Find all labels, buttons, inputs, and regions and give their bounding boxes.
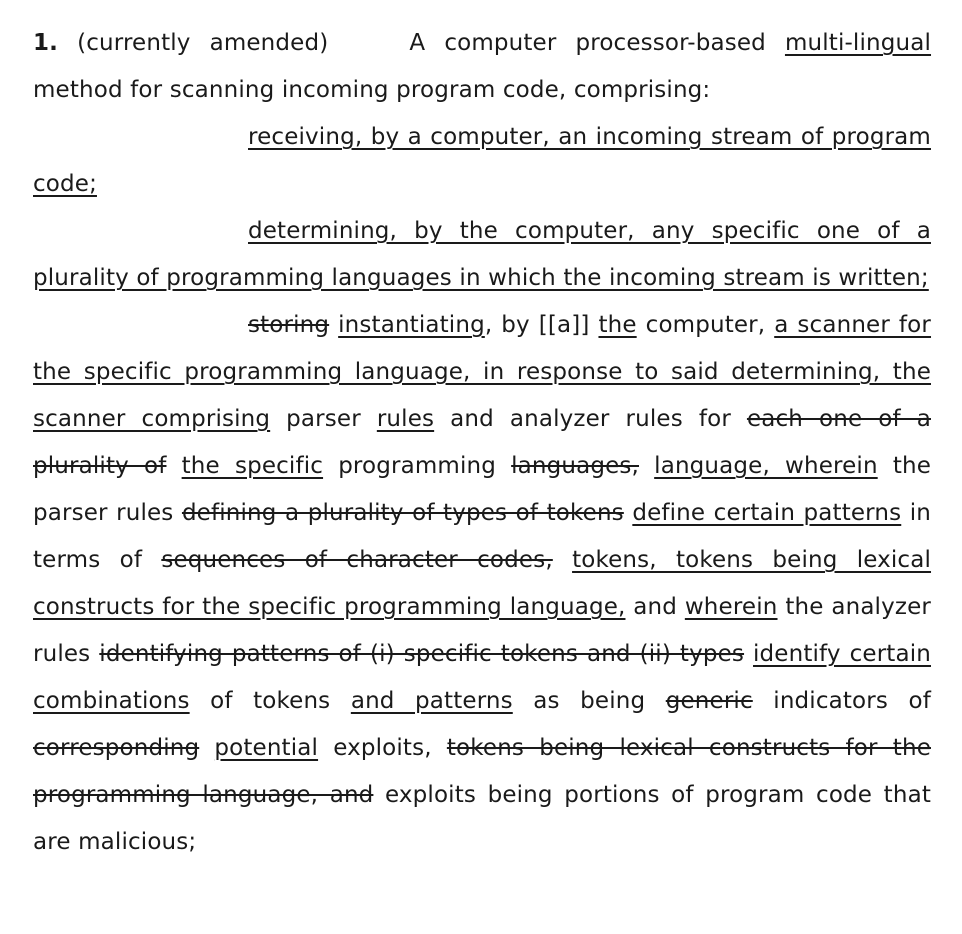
- claim-text: [744, 641, 753, 667]
- claim-text: parser: [270, 406, 377, 432]
- receiving-text: [33, 124, 931, 197]
- claim-text: [166, 453, 181, 479]
- inserted-text: tokens, tokens being lexical constructs for the specific programming language,: [33, 547, 931, 620]
- claim-preamble: [33, 20, 931, 114]
- deleted-text: sequences of character codes,: [161, 547, 553, 573]
- claim-text: A computer processor-based: [409, 30, 785, 56]
- instantiating-text: [33, 312, 931, 855]
- claim-text: [639, 453, 654, 479]
- claim-text: as being: [513, 688, 666, 714]
- deleted-text: corresponding: [33, 735, 199, 761]
- claim-text: programming: [323, 453, 511, 479]
- deleted-text: generic: [666, 688, 753, 714]
- claim-text: exploits being portions of program code that are malicious;: [33, 782, 931, 855]
- claim-text: the analyzer rules: [33, 594, 931, 667]
- claim-number: 1.: [33, 30, 58, 56]
- inserted-text: multi-lingual: [785, 30, 931, 56]
- claim-text: in terms of: [33, 500, 931, 573]
- amended-claims-page: [0, 0, 962, 934]
- inserted-text: the: [598, 312, 636, 338]
- inserted-text: define certain patterns: [632, 500, 901, 526]
- inserted-text: determining, by the computer, any specific one of a plurality of programming languages in which the incoming stream is written;: [33, 218, 931, 291]
- claim-text: indicators of: [753, 688, 931, 714]
- claim-text: the parser rules: [33, 453, 931, 526]
- claim-text: [553, 547, 572, 573]
- deleted-text: each one of a plurality of: [33, 406, 931, 479]
- inserted-text: instantiating: [338, 312, 485, 338]
- deleted-text: defining a plurality of types of tokens: [182, 500, 624, 526]
- claim-text: , by [[a]]: [485, 312, 599, 338]
- inserted-text: the specific: [182, 453, 323, 479]
- inserted-text: language, wherein: [654, 453, 878, 479]
- claim-text: method for scanning incoming program code, comprising:: [33, 77, 710, 103]
- deleted-text: identifying patterns of (i) specific tokens and (ii) types: [99, 641, 744, 667]
- claim-step-instantiating: [33, 302, 931, 866]
- claim-status: (currently amended): [77, 30, 328, 56]
- inserted-text: a scanner for the specific programming language, in response to said determining, the scanner comprising: [33, 312, 931, 432]
- claim-step-determining: [33, 208, 931, 302]
- inserted-text: receiving, by a computer, an incoming stream of program code;: [33, 124, 931, 197]
- deleted-text: languages,: [511, 453, 639, 479]
- claim-text: and analyzer rules for: [434, 406, 747, 432]
- claim-text: of tokens: [190, 688, 351, 714]
- inserted-text: potential: [214, 735, 318, 761]
- claim-text: exploits,: [318, 735, 447, 761]
- claim-text: [199, 735, 214, 761]
- claim-text: computer,: [637, 312, 775, 338]
- inserted-text: rules: [377, 406, 434, 432]
- claim-text: [329, 312, 338, 338]
- determining-text: [33, 218, 931, 291]
- deleted-text: tokens being lexical constructs for the programming language, and: [33, 735, 931, 808]
- inserted-text: wherein: [685, 594, 778, 620]
- claim-1: [33, 20, 931, 866]
- deleted-text: storing: [248, 312, 329, 338]
- claim-text: and: [625, 594, 684, 620]
- inserted-text: and patterns: [351, 688, 513, 714]
- inserted-text: identify certain combinations: [33, 641, 931, 714]
- claim-step-receiving: [33, 114, 931, 208]
